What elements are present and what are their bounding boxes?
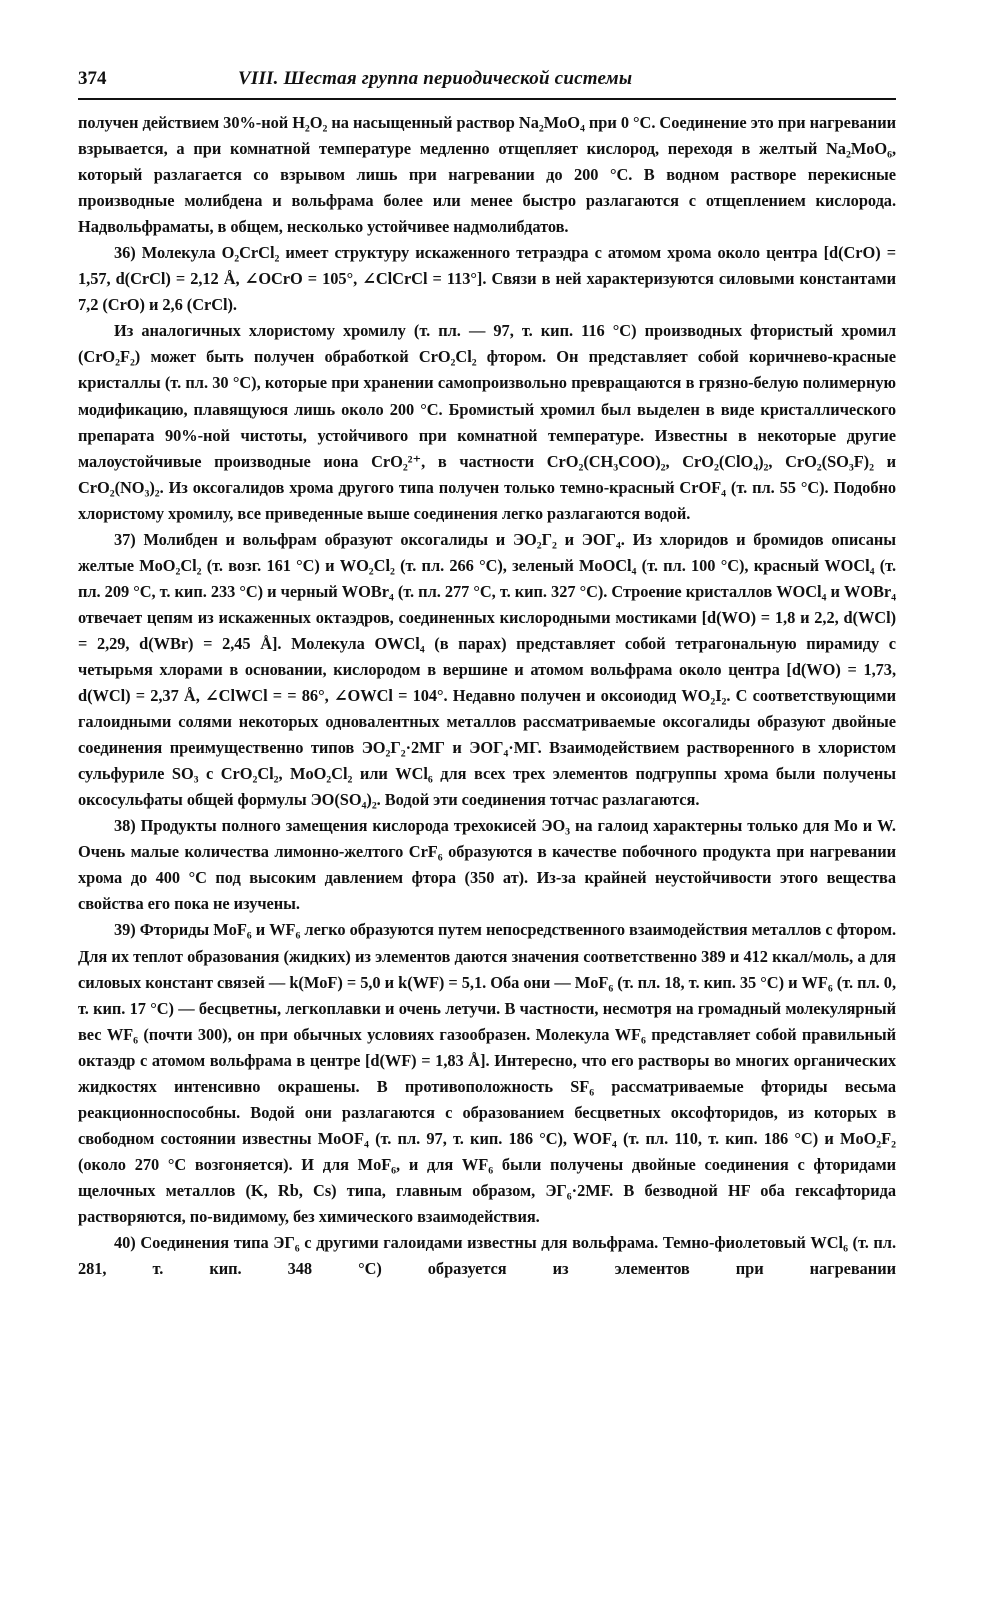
paragraph-note-39: 39) Фториды MoF₆ и WF₆ легко образуются путем непосредственного взаимодействия металлов с фтором. Для их теплот образования (жидких) из элементов даются значения соответственно 389 и 412 ккал/моль, а для силовых констант связей — k(MoF) = 5,0 и k(WF) = 5,1. Оба они — MoF₆ (т. пл. 18, т. кип. 35 °С) и WF₆ (т. пл. 0, т. кип. 17 °С) — бесцветны, легкоплавки и очень летучи. В частности, несмотря на громадный молекулярный вес WF₆ (почти 300), он при обычных условиях газообразен. Молекула WF₆ представляет собой правильный октаэдр с атомом вольфрама в центре [d(WF) = 1,83 Å]. Интересно, что его растворы во многих органических жидкостях интенсивно окрашены. В противоположность SF₆ рассматриваемые фториды весьма реакционноспособны. Водой они разлагаются с образованием бесцветных оксофторидов, из которых в свободном состоянии известны MoOF₄ (т. пл. 97, т. кип. 186 °С), WOF₄ (т. пл. 110, т. кип. 186 °С) и MoO₂F₂ (около 270 °С возгоняется). И для MoF₆, и для WF₆ были получены двойные соединения с фторидами щелочных металлов (K, Rb, Cs) типа, главным образом, ЭГ₆·2MF. В безводной HF оба гексафторида растворяются, по-видимому, без химического взаимодействия. [78, 920, 896, 1226]
paragraph-note-40: 40) Соединения типа ЭГ₆ с другими галоидами известны для вольфрама. Темно-фиолетовый WCl₆ (т. пл. 281, т. кип. 348 °С) образуется из элементов при нагревании [78, 1233, 896, 1279]
page-header [78, 68, 896, 100]
paragraph-note-37: 37) Молибден и вольфрам образуют оксогалиды и ЭO₂Г₂ и ЭOГ₄. Из хлоридов и бромидов описаны желтые MoO₂Cl₂ (т. возг. 161 °С) и WO₂Cl₂ (т. пл. 266 °С), зеленый MoOCl₄ (т. пл. 100 °С), красный WOCl₄ (т. пл. 209 °С, т. кип. 233 °С) и черный WOBr₄ (т. пл. 277 °С, т. кип. 327 °С). Строение кристаллов WOCl₄ и WOBr₄ отвечает цепям из искаженных октаэдров, соединенных кислородными мостиками [d(WO) = 1,8 и 2,2, d(WCl) = 2,29, d(WBr) = 2,45 Å]. Молекула OWCl₄ (в парах) представляет собой тетрагональную пирамиду с четырьмя хлорами в основании, кислородом в вершине и атомом вольфрама около центра [d(WO) = 1,73, d(WCl) = 2,37 Å, ∠ClWCl = = 86°, ∠OWCl = 104°. Недавно получен и оксоиодид WO₂I₂. С соответствующими галоидными солями некоторых одновалентных металлов рассматриваемые оксогалиды образуют двойные соединения преимущественно типов ЭO₂Г₂·2МГ и ЭOГ₄·МГ. Взаимодействием растворенного в хлористом сульфуриле SO₃ с CrO₂Cl₂, MoO₂Cl₂ или WCl₆ для всех трех элементов подгруппы хрома были получены оксосульфаты общей формулы ЭO(SO₄)₂. Водой эти соединения тотчас разлагаются. [78, 529, 896, 810]
paragraph-continuation: получен действием 30%-ной H₂O₂ на насыщенный раствор Na₂MoO₄ при 0 °С. Соединение это при нагревании взрывается, а при комнатной температуре медленно отщепляет кислород, переходя в желтый Na₂MoO₆, который разлагается со взрывом лишь при нагревании до 200 °С. В водном растворе перекисные производные молибдена и вольфрама более или менее быстро разлагаются с отщеплением кислорода. Надвольфраматы, в общем, несколько устойчивее надмолибдатов. [78, 113, 896, 237]
paragraph-note-36: 36) Молекула O₂CrCl₂ имеет структуру искаженного тетраэдра с атомом хрома около центра [d(CrO) = 1,57, d(CrCl) = 2,12 Å, ∠OCrO = 105°, ∠ClCrCl = 113°]. Связи в ней характеризуются силовыми константами 7,2 (CrO) и 2,6 (CrCl). [78, 243, 896, 315]
document-page [78, 68, 896, 1282]
paragraph-chromyl-halides: Из аналогичных хлористому хромилу (т. пл. — 97, т. кип. 116 °С) производных фтористый хромил (CrO₂F₂) может быть получен обработкой CrO₂Cl₂ фтором. Он представляет собой коричнево-красные кристаллы (т. пл. 30 °С), которые при хранении самопроизвольно превращаются в грязно-белую полимерную модификацию, плавящуюся лишь около 200 °С. Бромистый хромил был выделен в виде кристаллического препарата 90%-ной чистоты, устойчивого при комнатной температуре. Известны в некоторые другие малоустойчивые производные иона CrO₂²⁺, в частности CrO₂(CH₃COO)₂, CrO₂(ClO₄)₂, CrO₂(SO₃F)₂ и CrO₂(NO₃)₂. Из оксогалидов хрома другого типа получен только темно-красный CrOF₄ (т. пл. 55 °С). Подобно хлористому хромилу, все приведенные выше соединения легко разлагаются водой. [78, 321, 896, 523]
body-text [78, 110, 896, 1282]
page-number: 374 [78, 68, 107, 89]
running-title: VIII. Шестая группа периодической системы [238, 68, 633, 89]
paragraph-note-38: 38) Продукты полного замещения кислорода трехокисей ЭO₃ на галоид характерны только для Mo и W. Очень малые количества лимонно-желтого CrF₆ образуются в качестве побочного продукта при нагревании хрома до 400 °С под высоким давлением фтора (350 ат). Из-за крайней неустойчивости этого вещества свойства его пока не изучены. [78, 816, 896, 914]
